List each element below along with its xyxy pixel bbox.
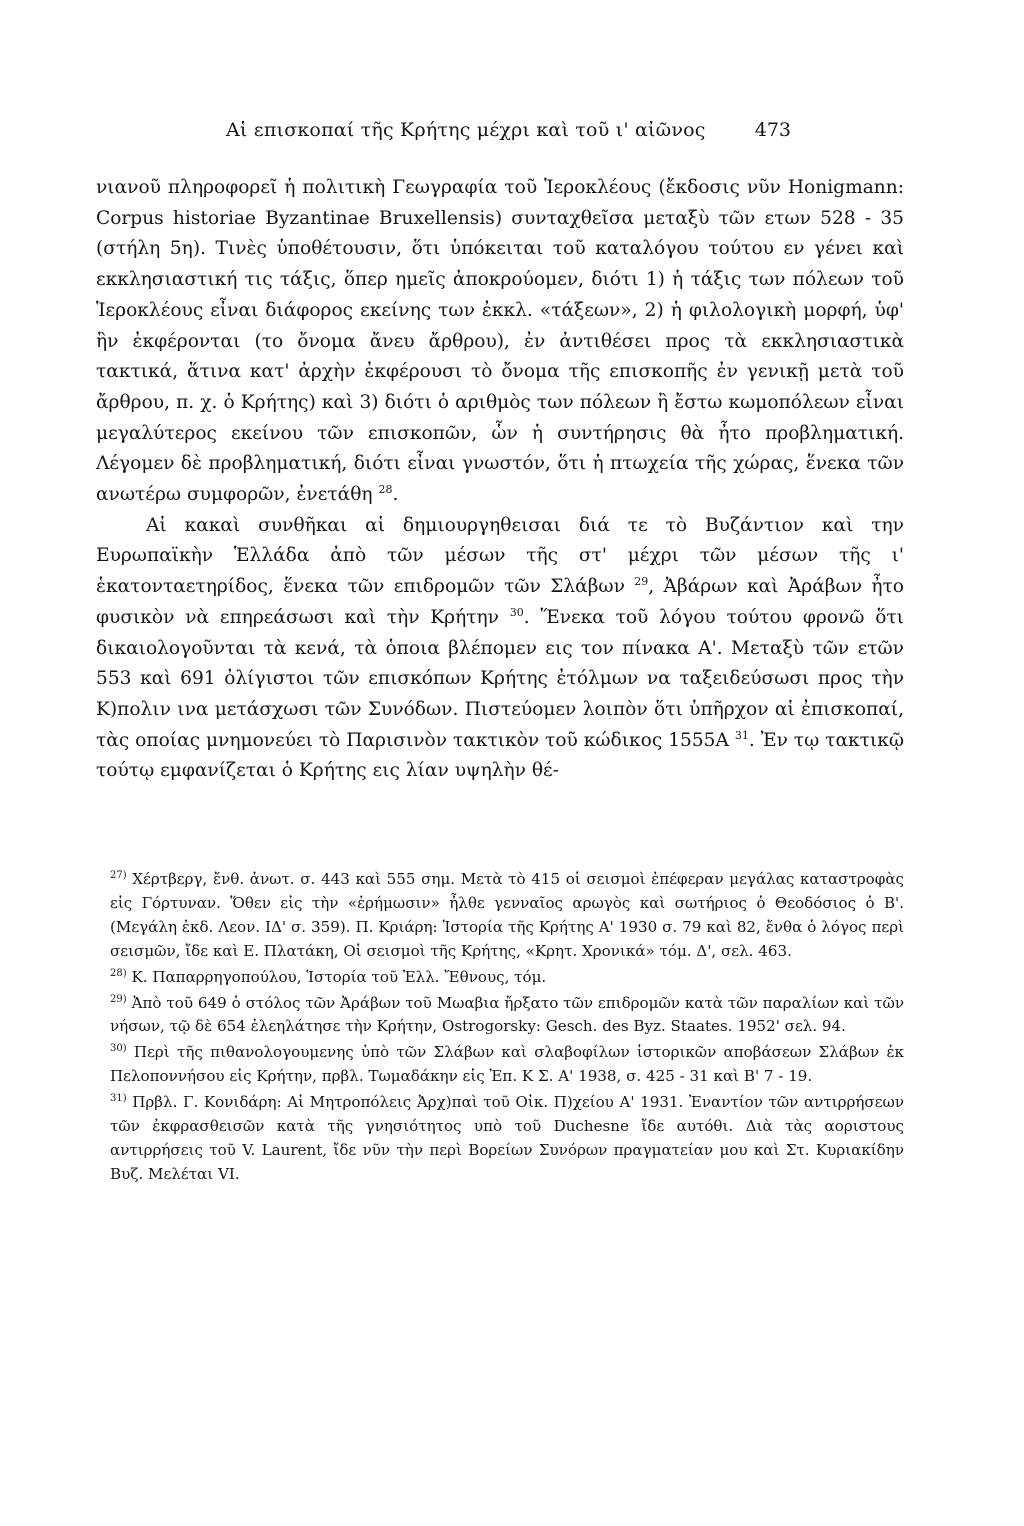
running-title: Αἱ επισκοπαί τῆς Κρήτης μέχρι καὶ τοῦ ι' αἰῶνος — [226, 119, 706, 141]
page-number: 473 — [754, 119, 791, 141]
footnote-text: Περὶ τῆς πιθανολογουμενης ὑπὸ τῶν Σλάβων καὶ σλαβοφίλων ἱστορικῶν αποβάσεων Σλάβων ἐκ Πελοποννήσου εἰς Κρήτην, πρβλ. Τωμαδάκην εἰς Ἐπ. Κ Σ. Α' 1938, σ. 425 - 31 καὶ Β' 7 - 19. — [110, 1043, 904, 1086]
footnote-text: Πρβλ. Γ. Κονιδάρη: Αἱ Μητροπόλεις Ἀρχ)παὶ τοῦ Οἰκ. Π)χείου Α' 1931. Ἐναντίον τῶν αντιρρήσεων τῶν ἐκφρασθεισῶν κατὰ τῆς γνησιότητος υπὸ τοῦ Duchesne ἴδε αυτόθι. Διὰ τὰς αοριστους αντιρρήσεις τοῦ V. Laurent, ἴδε νῦν τὴν περὶ Βορείων Συνόρων πραγματείαν μου καὶ Στ. Κυριακίδην Βυζ. Μελέται VI. — [110, 1093, 904, 1183]
footnote-31 — [110, 1091, 904, 1187]
footnote-29 — [110, 992, 904, 1040]
main-text — [96, 173, 904, 787]
footnote-mark: 30) — [110, 1043, 127, 1055]
paragraph-text: Αἱ κακαὶ συνθῆκαι αἱ δημιουργηθεισαι διά τε τὸ Βυζάντιον καὶ την Ευρωπαϊκὴν Ἑλλάδα ἀπὸ τῶν μέσων τῆς στ' μέχρι τῶν μέσων τῆς ι' ἑκατονταετηρίδος, ἕνεκα τῶν επιδρομῶν τῶν Σλάβων — [96, 514, 904, 598]
footnote-mark: 27) — [110, 870, 127, 881]
footnote-27 — [110, 868, 904, 964]
paragraph-end: . — [392, 484, 399, 506]
paragraph-text: , Ἀβάρων καὶ Ἀράβων ἦτο φυσικὸν νὰ επηρεάσωσι καὶ τὴν Κρήτην — [96, 576, 904, 628]
paragraph-1 — [96, 173, 904, 511]
note-ref-30: 30 — [509, 605, 524, 619]
footnote-mark: 29) — [110, 993, 127, 1005]
paragraph-2 — [96, 511, 904, 787]
footnote-text: Χέρτβεργ, ἔνθ. ἀνωτ. σ. 443 καὶ 555 σημ. Μετὰ τὸ 415 οἱ σεισμοὶ ἐπέφεραν μεγάλας καταστροφὰς εἰς Γόρτυναν. Ὅθεν εἰς τὴν «ἐρήμωσιν» ἦλθε γενναῖος αρωγὸς καὶ σωτήριος ὁ Θεοδόσιος ὁ Β'. (Μεγάλη ἐκδ. Λεον. ΙΔ' σ. 359). Π. Κριάρη: Ἱστορία τῆς Κρήτης Α' 1930 σ. 79 καὶ 82, ἔνθα ὁ λόγος περὶ σεισμῶν, ἴδε καὶ Ε. Πλατάκη, Οἱ σεισμοὶ τῆς Κρήτης, «Κρητ. Χρονικά» τόμ. Δ', σελ. 463. — [110, 870, 904, 960]
footnotes — [110, 868, 904, 1187]
footnote-mark: 31) — [110, 1093, 127, 1105]
paragraph-text: . Ἐν τῳ τακτικῷ τούτῳ εμφανίζεται ὁ Κρήτης εις λίαν υψηλὴν θέ- — [96, 729, 904, 782]
note-ref-28: 28 — [378, 483, 393, 497]
paragraph-text: νιανοῦ πληροφορεῖ ἡ πολιτικὴ Γεωγραφία τοῦ Ἱεροκλέους (ἔκδοσις νῦν Honigmann: Corpus historiae Byzantinae Bruxellensis) συνταχθεῖσα μεταξὺ τῶν ετων 528 - 35 (στήλη 5η). Τινὲς ὑποθέτουσιν, ὅτι ὑπόκειται τοῦ καταλόγου τούτου εν γένει καὶ εκκλησιαστική τις τάξις, ὅπερ ημεῖς ἀποκρούομεν, διότι 1) ἡ τάξις των πόλεων τοῦ Ἱεροκλέους εἶναι διάφορος εκείνης των ἐκκλ. «τάξεων», 2) ἡ φιλολογικὴ μορφή, ὑφ' ἣν ἐκφέρονται (το ὄνομα ἄνευ ἄρθρου), ἐν ἀντιθέσει προς τὰ εκκλησιαστικὰ τακτικά, ἅτινα κατ' ἀρχὴν ἐκφέρουσι τὸ ὄνομα τῆς επισκοπῆς ἐν γενικῇ μετὰ τοῦ ἄρθρου, π. χ. ὁ Κρήτης) καὶ 3) διότι ὁ αριθμὸς των πόλεων ἢ ἔστω κωμοπόλεων εἶναι μεγαλύτερος εκείνου τῶν επισκοπῶν, ὧν ἡ συντήρησις θὰ ἦτο προβληματική. Λέγομεν δὲ προβληματική, διότι εἶναι γνωστόν, ὅτι ἡ πτωχεία τῆς χώρας, ἕνεκα τῶν ανωτέρω συμφορῶν, ἐνετάθη — [96, 177, 904, 506]
footnote-text: Κ. Παπαρρηγοπούλου, Ἱστορία τοῦ Ἑλλ. Ἔθνους, τόμ. — [131, 967, 547, 986]
footnote-30 — [110, 1041, 904, 1089]
note-ref-31: 31 — [734, 728, 749, 742]
footnote-mark: 28) — [110, 967, 127, 979]
paragraph-text: . Ἕνεκα τοῦ λόγου τούτου φρονῶ ὅτι δικαιολογοῦνται τὰ κενά, τὰ ὁποια βλέπομεν εις τον πίνακα Α'. Μεταξὺ τῶν ετῶν 553 καὶ 691 ὀλίγιστοι τῶν επισκόπων Κρήτης ἐτόλμων να ταξειδεύσωσι προς τὴν Κ)πολιν ινα μετάσχωσι τῶν Συνόδων. Πιστεύομεν λοιπὸν ὅτι ὑπῆρχον αἱ ἐπισκοπαί, τὰς οποίας μνημονεύει τὸ Παρισινὸν τακτικὸν τοῦ κώδικος 1555Α — [96, 606, 904, 751]
footnote-text: Ἀπὸ τοῦ 649 ὁ στόλος τῶν Ἀράβων τοῦ Μωαβια ἤρξατο τῶν επιδρομῶν κατὰ τῶν παραλίων καὶ τῶν νήσων, τῷ δὲ 654 ἐλεηλάτησε τὴν Κρήτην, Ostrogorsky: Gesch. des Byz. Staates. 1952' σελ. 94. — [110, 993, 904, 1036]
footnote-28 — [110, 966, 904, 990]
note-ref-29: 29 — [634, 575, 649, 589]
